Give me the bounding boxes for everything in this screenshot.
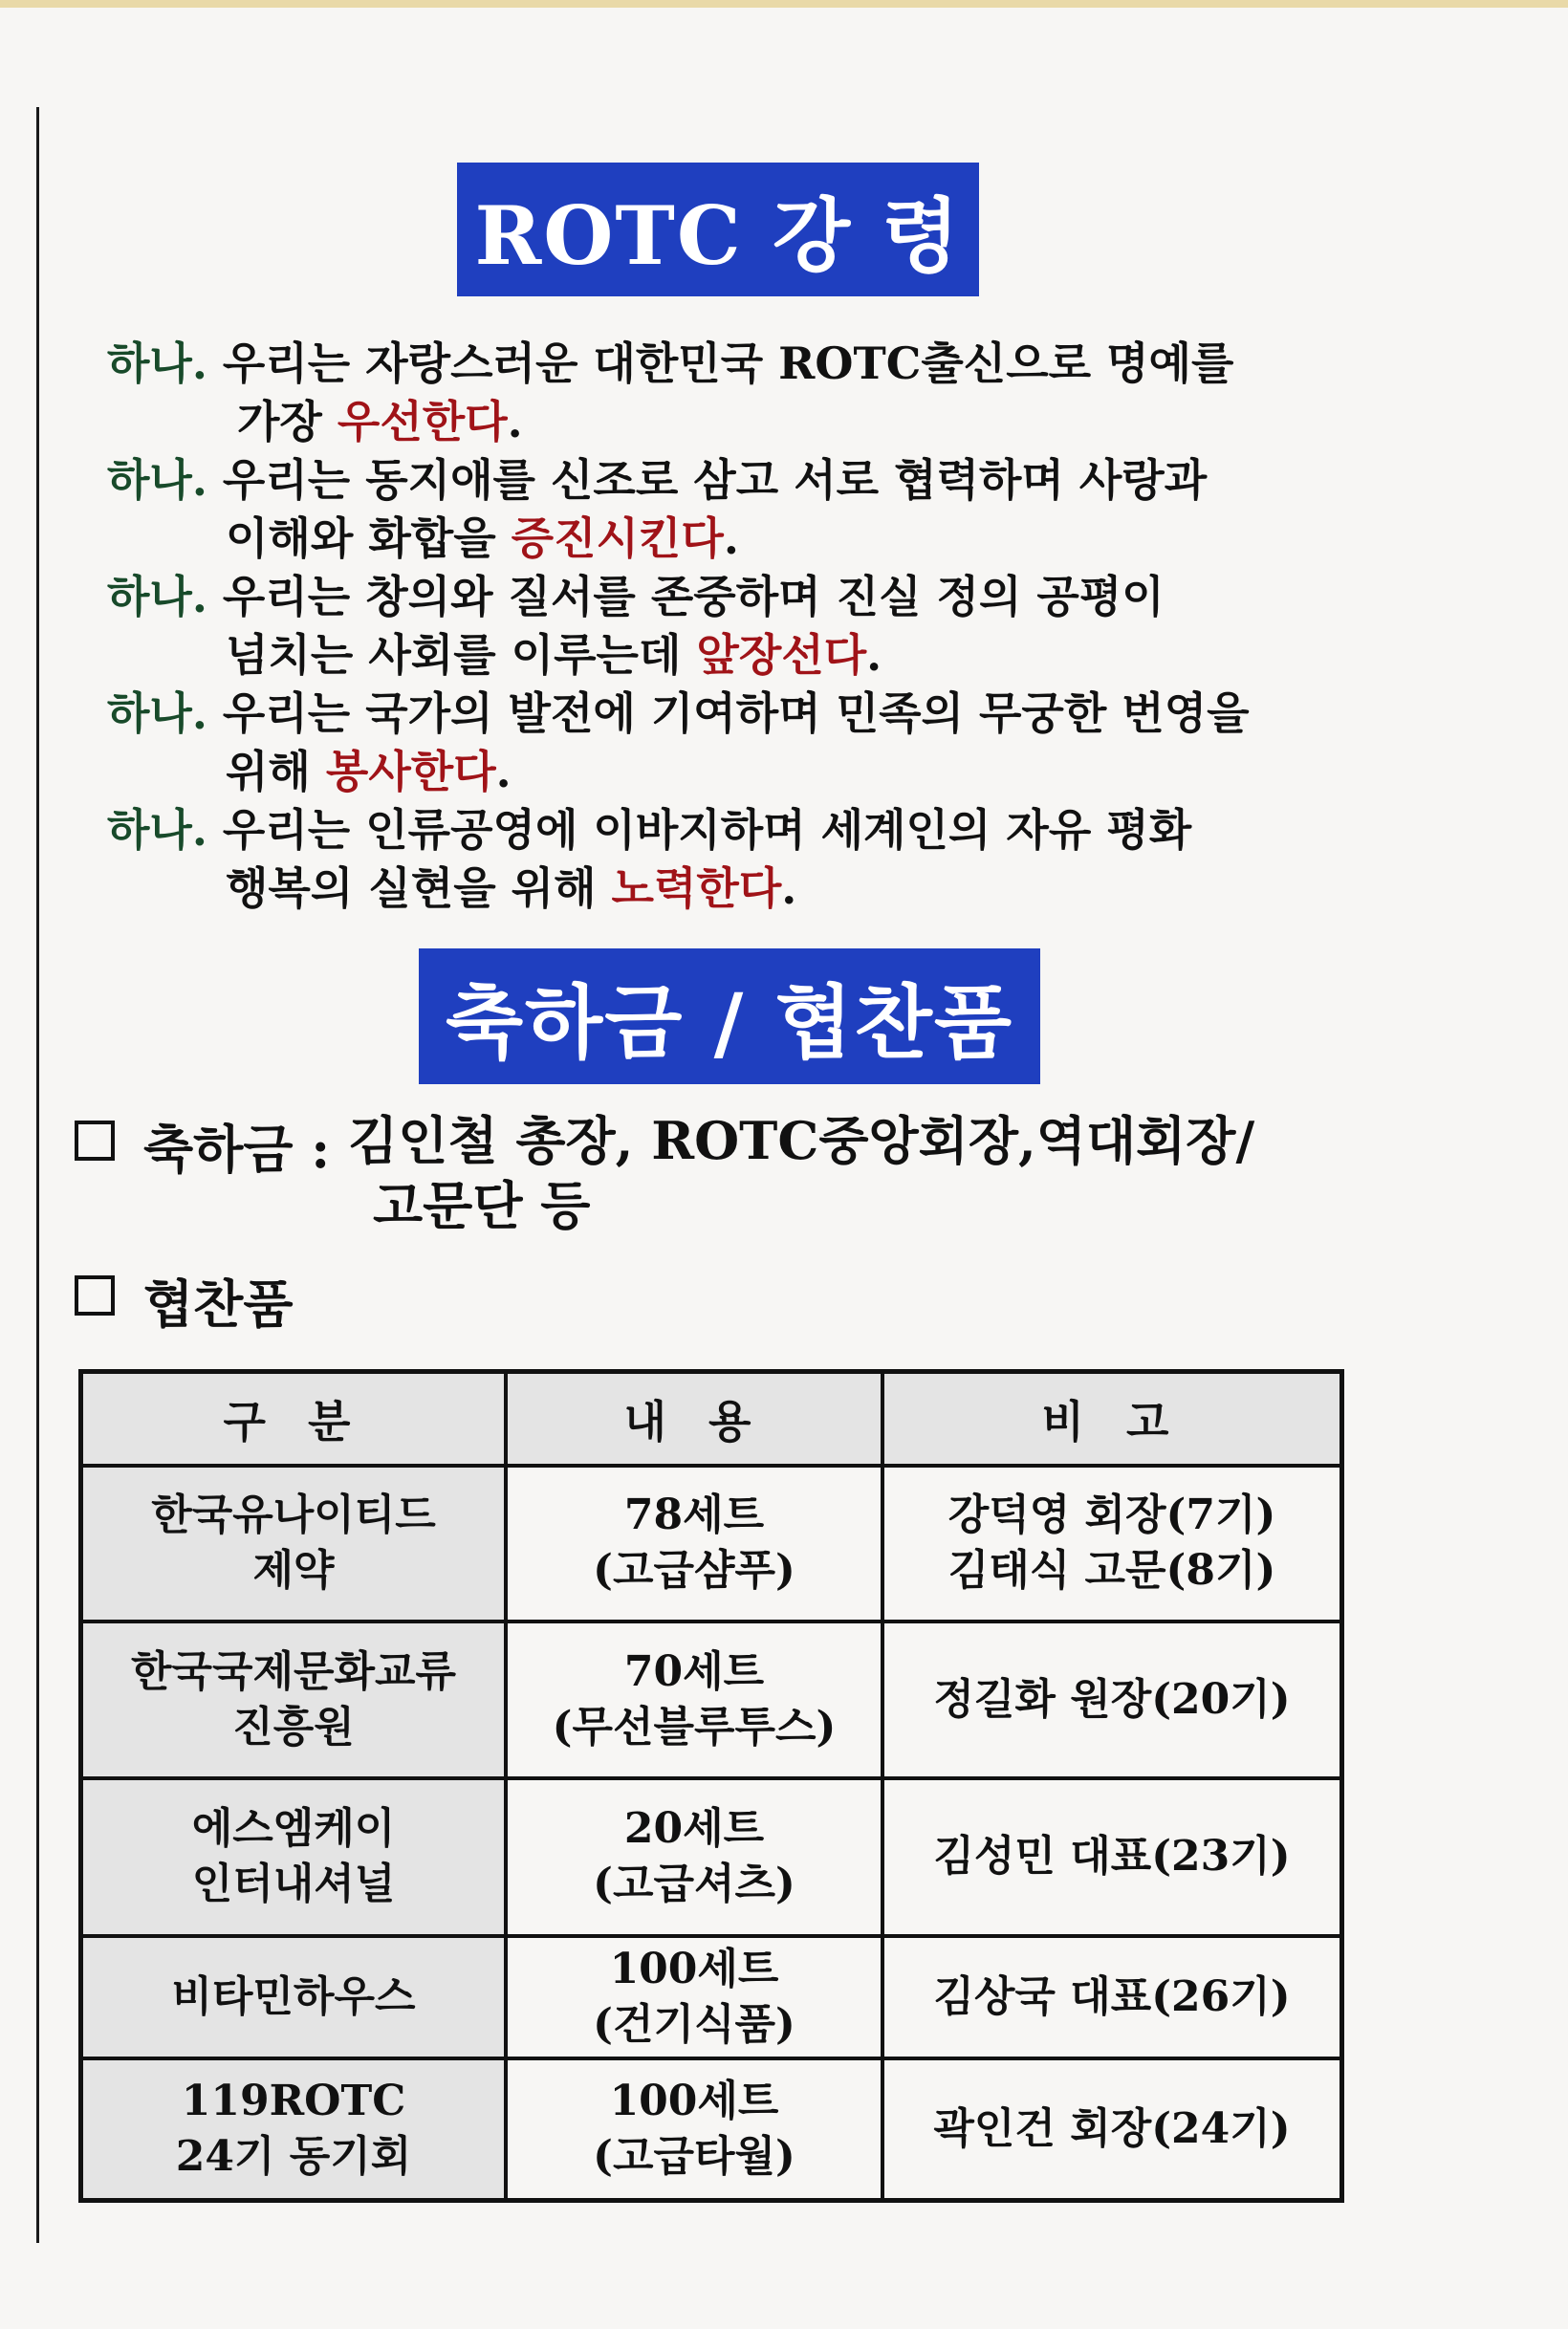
creed-title-banner xyxy=(457,163,979,296)
cell-text: 119ROTC xyxy=(181,2076,406,2125)
creed-emphasis: 앞장선다 xyxy=(696,629,867,681)
cell-text: (고급타월) xyxy=(593,2131,795,2181)
cell-text: 78세트 xyxy=(623,1491,765,1540)
sponsor-name-cell xyxy=(81,2058,507,2201)
cell-text: 김상국 대표(26기) xyxy=(933,1971,1291,2021)
creed-period: . xyxy=(495,746,512,797)
creed-line: 우리는 국가의 발전에 기여하며 민족의 무궁한 번영을 xyxy=(222,687,1250,739)
creed-line: 우리는 자랑스러운 대한민국 ROTC출신으로 명예를 xyxy=(222,337,1234,389)
sponsor-table xyxy=(78,1369,1344,2203)
content-cell xyxy=(506,1622,882,1779)
creed-item xyxy=(107,685,1465,801)
cell-text: 곽인건 회장(24기) xyxy=(933,2103,1291,2153)
goods-section xyxy=(75,1264,294,1338)
header-note: 비 고 xyxy=(882,1372,1342,1467)
cell-text: 24기 동기회 xyxy=(175,2131,412,2181)
content-cell xyxy=(506,1466,882,1622)
table-row xyxy=(81,2058,1342,2201)
table-row xyxy=(81,1778,1342,1936)
creed-line: 우리는 인류공영에 이바지하며 세계인의 자유 평화 xyxy=(222,804,1192,856)
sponsor-name-cell xyxy=(81,1936,507,2058)
creed-line: 우리는 창의와 질서를 존중하며 진실 정의 공평이 xyxy=(222,571,1165,622)
creed-line: 행복의 실현을 위해 xyxy=(226,862,612,914)
creed-line: 위해 xyxy=(226,746,326,797)
cell-text: 정길화 원장(20기) xyxy=(933,1674,1291,1724)
cell-text: 70세트 xyxy=(623,1646,765,1696)
cell-text: (건기식품) xyxy=(593,1999,795,2049)
creed-prefix: 하나. xyxy=(107,804,223,856)
table-row xyxy=(81,1466,1342,1622)
checkbox-icon xyxy=(75,1121,115,1161)
margin-rule xyxy=(36,107,39,2243)
note-cell xyxy=(882,1622,1342,1779)
creed-prefix: 하나. xyxy=(107,687,223,739)
creed-title: ROTC 강 령 xyxy=(474,187,962,283)
cell-text: 20세트 xyxy=(623,1804,765,1854)
creed-list xyxy=(107,335,1465,918)
creed-period: . xyxy=(866,629,882,681)
header-content: 내 용 xyxy=(506,1372,882,1467)
sponsor-title: 축하금 / 협찬품 xyxy=(445,974,1014,1070)
creed-item xyxy=(107,801,1465,918)
note-cell xyxy=(882,1778,1342,1936)
creed-emphasis: 노력한다 xyxy=(611,862,782,914)
note-cell xyxy=(882,2058,1342,2201)
cell-text: 제약 xyxy=(252,1546,335,1596)
cell-text: 김성민 대표(23기) xyxy=(933,1832,1291,1882)
header-category: 구 분 xyxy=(81,1372,507,1467)
donation-line-2: 고문단 등 xyxy=(373,1175,591,1236)
creed-emphasis: 봉사한다 xyxy=(325,746,496,797)
cell-text: (고급샴푸) xyxy=(593,1546,795,1596)
creed-item xyxy=(107,451,1465,568)
creed-prefix: 하나. xyxy=(107,454,223,506)
cell-text: 김태식 고문(8기) xyxy=(947,1546,1276,1596)
creed-item xyxy=(107,335,1465,451)
note-cell xyxy=(882,1936,1342,2058)
table-header-row xyxy=(81,1372,1342,1467)
cell-text: 100세트 xyxy=(609,1944,779,1993)
cell-text: 진흥원 xyxy=(232,1702,355,1752)
creed-emphasis: 우선한다 xyxy=(337,396,508,447)
content-cell xyxy=(506,2058,882,2201)
creed-emphasis: 증진시킨다 xyxy=(511,512,724,564)
content-cell xyxy=(506,1778,882,1936)
cell-text: 인터내셔널 xyxy=(191,1860,396,1909)
creed-period: . xyxy=(507,396,523,447)
content-cell xyxy=(506,1936,882,2058)
creed-line: 우리는 동지애를 신조로 삼고 서로 협력하며 사랑과 xyxy=(222,454,1208,506)
creed-period: . xyxy=(781,862,797,914)
checkbox-icon xyxy=(75,1275,115,1316)
cell-text: 100세트 xyxy=(609,2076,779,2125)
donation-line-1: 김인철 총장, ROTC중앙회장,역대회장/ xyxy=(348,1110,1255,1171)
creed-line: 가장 xyxy=(237,396,338,447)
creed-item xyxy=(107,568,1465,685)
goods-label: 협찬품 xyxy=(143,1273,294,1335)
cell-text: 비타민하우스 xyxy=(171,1971,416,2021)
creed-line: 이해와 화합을 xyxy=(226,512,512,564)
donation-section xyxy=(75,1109,1255,1236)
sponsor-name-cell xyxy=(81,1466,507,1622)
creed-prefix: 하나. xyxy=(107,337,223,389)
cell-text: (고급셔츠) xyxy=(593,1860,795,1909)
creed-prefix: 하나. xyxy=(107,571,223,622)
top-edge-strip xyxy=(0,0,1568,8)
sponsor-title-banner xyxy=(419,948,1040,1084)
note-cell xyxy=(882,1466,1342,1622)
cell-text: 한국유나이티드 xyxy=(151,1491,436,1540)
sponsor-name-cell xyxy=(81,1622,507,1779)
table-row xyxy=(81,1936,1342,2058)
donation-label: 축하금 : xyxy=(143,1119,349,1180)
cell-text: 강덕영 회장(7기) xyxy=(947,1491,1276,1540)
creed-period: . xyxy=(723,512,739,564)
cell-text: 한국국제문화교류 xyxy=(130,1646,457,1696)
cell-text: 에스엠케이 xyxy=(191,1804,396,1854)
cell-text: (무선블루투스) xyxy=(552,1702,837,1752)
sponsor-name-cell xyxy=(81,1778,507,1936)
creed-line: 넘치는 사회를 이루는데 xyxy=(226,629,697,681)
table-row xyxy=(81,1622,1342,1779)
